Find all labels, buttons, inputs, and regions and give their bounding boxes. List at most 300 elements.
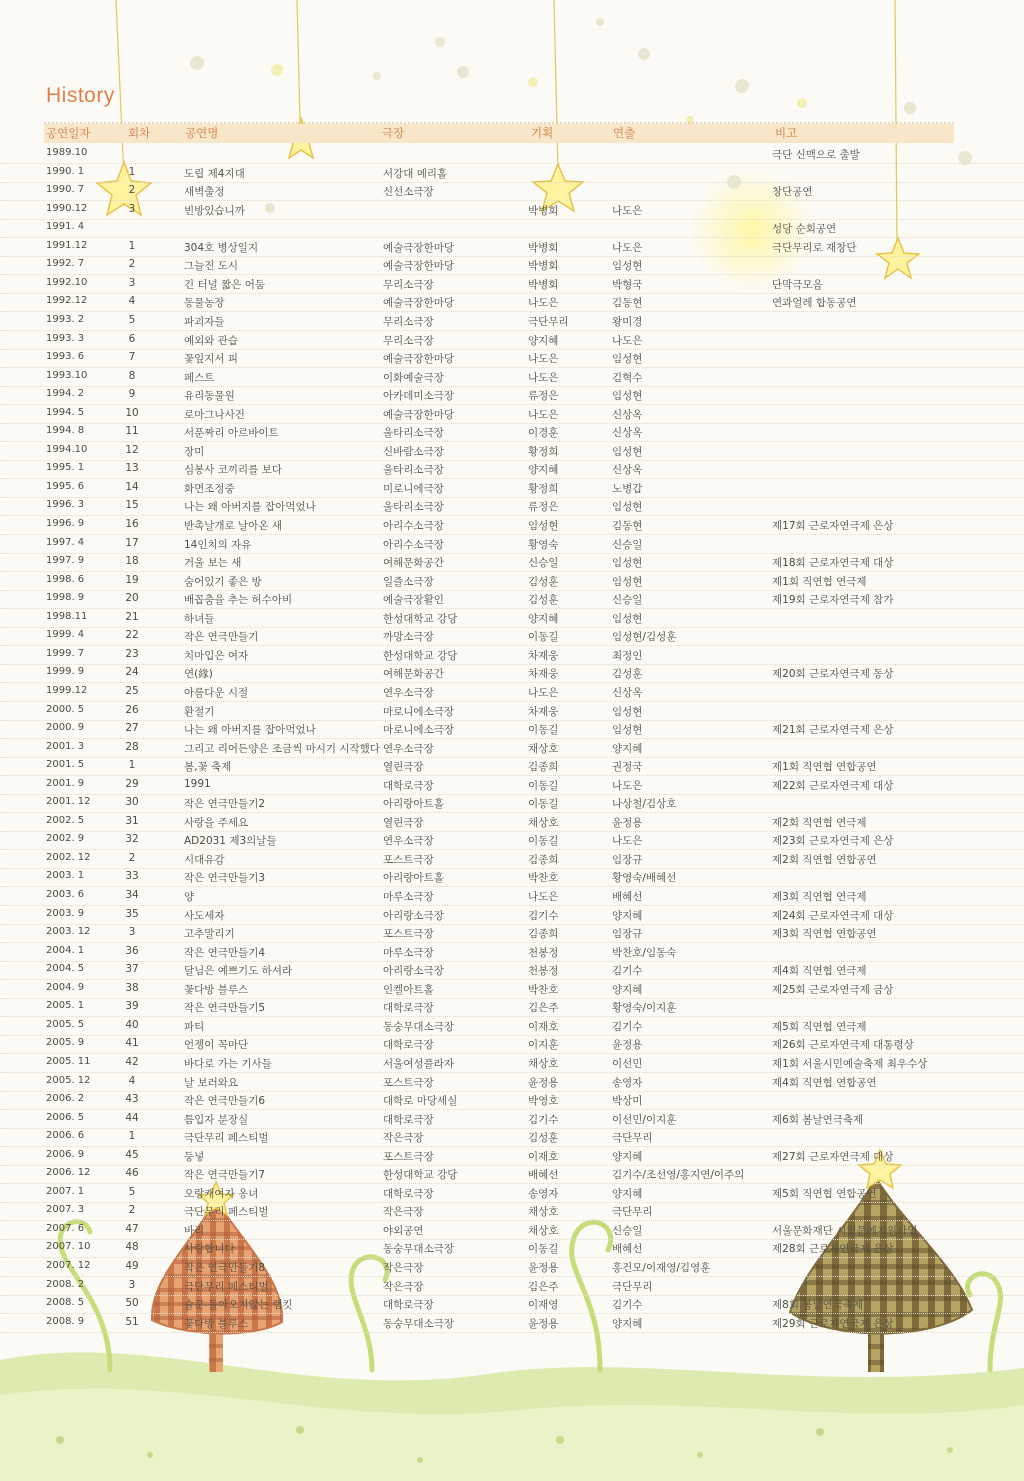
cell-no: 18	[125, 555, 139, 568]
cell-dir: 신상옥	[612, 408, 643, 421]
cell-dir: 임성현	[612, 445, 643, 458]
cell-play: 고추말리기	[184, 928, 235, 941]
cell-play: 서푼짜리 아르바이트	[184, 427, 279, 440]
cell-plan: 김은주	[528, 1002, 559, 1015]
cell-play: AD2031 제3의날들	[184, 835, 277, 848]
table-row	[0, 1277, 1024, 1296]
table-row	[0, 1221, 1024, 1240]
cell-venue: 연우소극장	[383, 686, 434, 699]
header-dir: 연출	[613, 126, 636, 140]
cell-date: 1994.10	[46, 443, 88, 455]
cell-venue: 포스트극장	[383, 928, 434, 941]
cell-play: 장미	[184, 445, 205, 458]
cell-plan: 류정은	[528, 390, 559, 403]
cell-dir: 신상옥	[612, 427, 643, 440]
cell-plan: 배혜선	[528, 1169, 559, 1182]
cell-plan: 김종희	[528, 853, 559, 866]
cell-venue: 포스트극장	[383, 1076, 434, 1089]
table-row	[0, 1239, 1024, 1258]
cell-note: 제6회 봄날연극축제	[772, 1113, 864, 1126]
cell-date: 1990.12	[46, 202, 88, 214]
table-row	[0, 1165, 1024, 1184]
cell-note: 제2회 직연협 연극제	[772, 816, 867, 829]
cell-no: 5	[128, 313, 136, 326]
table-row	[0, 813, 1024, 832]
cell-no: 30	[125, 796, 139, 809]
cell-date: 2008. 9	[46, 1315, 85, 1327]
cell-dir: 송영자	[612, 1076, 643, 1089]
cell-dir: 신상옥	[612, 464, 643, 477]
cell-play: 예외와 관습	[184, 334, 239, 347]
table-row	[0, 1147, 1024, 1166]
cell-dir: 박찬호/임동숙	[612, 946, 677, 959]
cell-plan: 이동길	[528, 724, 559, 737]
cell-venue: 포스트극장	[383, 853, 434, 866]
cell-date: 2003. 12	[46, 926, 91, 938]
cell-dir: 김동현	[612, 297, 643, 310]
table-row	[0, 1035, 1024, 1054]
cell-date: 1999. 4	[46, 629, 85, 641]
cell-plan: 이재영	[528, 1299, 559, 1312]
cell-no: 38	[125, 981, 139, 994]
cell-plan: 채상호	[528, 742, 559, 755]
table-row	[0, 423, 1024, 442]
page-title: History	[46, 84, 115, 107]
cell-dir: 윤정용	[612, 1039, 643, 1052]
cell-venue: 열린극장	[383, 761, 424, 774]
cell-note: 제3회 직연협 연합공연	[772, 928, 877, 941]
cell-date: 1993.10	[46, 369, 88, 381]
cell-no: 33	[125, 870, 139, 883]
cell-date: 2007. 6	[46, 1222, 85, 1234]
cell-no: 40	[125, 1018, 139, 1031]
table-row	[0, 943, 1024, 962]
cell-venue: 서강대 메리홀	[383, 167, 448, 180]
cell-plan: 박병회	[528, 241, 559, 254]
cell-plan: 송영자	[528, 1187, 559, 1200]
table-row	[0, 794, 1024, 813]
cell-play: 사도세자	[184, 909, 225, 922]
cell-dir: 극단무리	[612, 1280, 653, 1293]
cell-play: 나는 왜 아버지를 잡아먹었나	[184, 724, 316, 737]
table-row	[0, 1295, 1024, 1314]
cell-venue: 한성대학교 강당	[383, 649, 458, 662]
table-row	[0, 275, 1024, 294]
cell-play: 시대유감	[184, 853, 225, 866]
cell-no: 39	[125, 1000, 139, 1013]
cell-note: 제3회 직연협 연극제	[772, 891, 867, 903]
table-row	[0, 664, 1024, 683]
cell-date: 2005. 12	[46, 1074, 91, 1086]
cell-no: 32	[125, 833, 139, 846]
cell-date: 2001. 3	[46, 740, 85, 752]
cell-plan: 김종희	[528, 761, 559, 774]
cell-no: 8	[128, 369, 136, 382]
cell-venue: 아리랑소극장	[383, 909, 444, 922]
cell-no: 1	[128, 165, 136, 178]
table-row	[0, 998, 1024, 1017]
cell-date: 1992.12	[46, 295, 88, 307]
cell-venue: 무리소극장	[383, 334, 434, 347]
cell-no: 1	[128, 1130, 136, 1143]
cell-play: 심봉사 코끼리를 보다	[184, 464, 282, 477]
cell-date: 2005. 5	[46, 1018, 85, 1030]
cell-play: 작은 연극만들기8	[184, 1262, 266, 1274]
cell-plan: 박병회	[528, 278, 559, 291]
cell-no: 29	[125, 777, 139, 790]
cell-venue: 이화예술극장	[383, 371, 444, 384]
header-note: 비고	[775, 126, 798, 140]
cell-plan: 천봉정	[528, 946, 559, 959]
cell-plan: 김종희	[528, 928, 559, 941]
cell-date: 2006. 12	[46, 1167, 91, 1179]
cell-note: 제24회 근로자연극제 대상	[772, 909, 894, 922]
cell-play: 화면조정중	[184, 482, 235, 495]
cell-dir: 권정국	[612, 761, 643, 774]
cell-venue: 마로니에소극장	[383, 705, 455, 718]
cell-play: 달님은 예쁘기도 하셔라	[184, 965, 293, 978]
table-row	[0, 1054, 1024, 1073]
table-row	[0, 516, 1024, 535]
cell-play: 유리동물원	[184, 390, 235, 403]
cell-dir: 박상미	[612, 1095, 643, 1108]
cell-dir: 나도은	[612, 241, 643, 254]
cell-date: 1989.10	[46, 147, 88, 158]
cell-date: 1992. 7	[46, 258, 85, 270]
cell-plan: 윤정용	[528, 1076, 559, 1089]
cell-play: 작은 연극만들기4	[184, 946, 266, 959]
cell-dir: 양지혜	[612, 1150, 643, 1163]
table-row	[0, 238, 1024, 257]
cell-play: 배꼽춤을 추는 허수아비	[184, 594, 293, 607]
cell-note: 제1회 서울시민예술축제 최우수상	[772, 1057, 928, 1070]
cell-venue: 신바람소극장	[383, 445, 444, 458]
table-row	[0, 720, 1024, 739]
table-row	[0, 887, 1024, 906]
cell-plan: 양지혜	[528, 612, 559, 625]
cell-dir: 임장규	[612, 928, 643, 941]
cell-venue: 신선소극장	[383, 186, 434, 199]
cell-no: 2	[128, 258, 136, 271]
header-date: 공연일자	[46, 126, 91, 140]
table-row	[0, 1128, 1024, 1147]
cell-note: 제19회 근로자연극제 참가	[772, 594, 894, 607]
cell-venue: 한성대학교 강당	[383, 612, 458, 625]
cell-venue: 포스트극장	[383, 1150, 434, 1163]
table-row	[0, 906, 1024, 925]
cell-play: 둥넣	[184, 1150, 205, 1163]
cell-venue: 대학로 마당세실	[383, 1095, 458, 1108]
table-row	[0, 331, 1024, 350]
cell-note: 제2회 직연협 연합공연	[772, 853, 877, 866]
cell-play: 14인치의 자유	[184, 538, 252, 551]
cell-no: 51	[125, 1315, 139, 1328]
cell-date: 1993. 6	[46, 351, 85, 363]
cell-plan: 양지혜	[528, 464, 559, 477]
cell-date: 2007. 1	[46, 1185, 85, 1197]
cell-play: 파티	[184, 1020, 205, 1033]
cell-play: 작은 연극만들기2	[184, 798, 266, 811]
cell-date: 2005. 9	[46, 1037, 85, 1049]
cell-no: 47	[125, 1222, 139, 1235]
cell-play: 언젱이 꼭마단	[184, 1039, 249, 1052]
cell-plan: 김기수	[528, 1113, 559, 1126]
cell-date: 2002. 9	[46, 833, 85, 845]
cell-venue: 울타리소극장	[383, 427, 444, 440]
cell-venue: 작은극장	[383, 1206, 424, 1219]
cell-no: 16	[125, 518, 139, 530]
cell-plan: 극단무리	[528, 315, 569, 328]
table-row	[0, 776, 1024, 795]
table-row	[0, 702, 1024, 721]
cell-date: 1995. 1	[46, 462, 85, 474]
cell-plan: 박찬호	[528, 872, 559, 885]
cell-plan: 나도은	[528, 686, 559, 699]
cell-venue: 아리랑소극장	[383, 965, 444, 978]
cell-note: 제29회 근로자연극제 은상	[772, 1317, 894, 1330]
table-row	[0, 405, 1024, 424]
cell-no: 48	[125, 1241, 139, 1254]
cell-date: 1992.10	[46, 276, 88, 288]
cell-dir: 임성현	[612, 557, 643, 570]
cell-dir: 임성현	[612, 612, 643, 625]
table-row	[0, 535, 1024, 554]
cell-venue: 울타리소극장	[383, 501, 444, 514]
cell-plan: 윤정용	[528, 1317, 559, 1330]
hanging-string	[297, 0, 300, 120]
cell-no: 4	[128, 295, 136, 308]
cell-venue: 울타리소극장	[383, 464, 444, 477]
cell-no: 43	[125, 1093, 139, 1106]
cell-dir: 김기수	[612, 965, 643, 978]
cell-date: 2004. 1	[46, 944, 85, 956]
table-row	[0, 683, 1024, 702]
cell-plan: 이동길	[528, 1243, 559, 1256]
cell-venue: 서울여성플라자	[383, 1057, 455, 1070]
cell-note: 서울문화재단 시민문예지원사업	[772, 1224, 918, 1237]
cell-dir: 황영숙/이지훈	[612, 1002, 677, 1015]
cell-date: 2004. 5	[46, 963, 85, 975]
cell-play: 반촉날개로 날아온 새	[184, 520, 282, 532]
cell-dir: 임성현	[612, 260, 643, 273]
cell-date: 1991.12	[46, 239, 88, 251]
table-row	[0, 609, 1024, 628]
cell-venue: 마로니에소극장	[383, 724, 455, 737]
cell-venue: 한성대학교 강당	[383, 1169, 458, 1182]
cell-venue: 대학로극장	[383, 1039, 434, 1052]
cell-venue: 동숭무대소극장	[383, 1317, 455, 1330]
cell-date: 2000. 9	[46, 722, 85, 734]
cell-no: 34	[125, 889, 139, 901]
cell-dir: 임성현	[612, 390, 643, 403]
cell-no: 23	[125, 647, 139, 660]
cell-no: 24	[125, 666, 139, 679]
cell-no: 1	[128, 759, 136, 772]
cell-no: 7	[128, 351, 136, 364]
cell-no: 3	[128, 1278, 136, 1291]
cell-plan: 나도은	[528, 297, 559, 310]
cell-play: 바리	[184, 1224, 205, 1237]
cell-dir: 극단무리	[612, 1206, 653, 1219]
cell-no: 50	[125, 1297, 139, 1310]
cell-note: 성당 순회공연	[772, 223, 837, 236]
cell-dir: 김기수	[612, 1020, 643, 1033]
cell-play: 빈방있습니까	[184, 204, 245, 217]
cell-play: 꽃다방 블루스	[184, 1317, 249, 1330]
cell-note: 제17회 근로자연극제 은상	[772, 520, 894, 532]
table-row	[0, 349, 1024, 368]
cell-plan: 박병회	[528, 204, 559, 217]
cell-play: 치마입은 여자	[184, 649, 249, 662]
cell-venue: 무리소극장	[383, 315, 434, 328]
cell-date: 1994. 8	[46, 425, 85, 437]
cell-dir: 나상철/김상호	[612, 798, 677, 811]
cell-venue: 연우소극장	[383, 835, 434, 848]
cell-note: 제22회 근로자연극제 대상	[772, 779, 894, 792]
cell-plan: 이동길	[528, 631, 559, 644]
table-row	[0, 961, 1024, 980]
cell-venue: 연우소극장	[383, 742, 434, 755]
cell-date: 2006. 6	[46, 1130, 85, 1142]
cell-no: 1	[128, 239, 136, 252]
table-row	[0, 1314, 1024, 1333]
cell-play: 작은 연극만들기3	[184, 872, 266, 885]
cell-dir: 김동현	[612, 520, 643, 532]
cell-dir: 나도은	[612, 334, 643, 347]
cell-play: 숨어있기 좋은 방	[184, 575, 262, 588]
cell-venue: 아카데미소극장	[383, 390, 455, 403]
cell-play: 틈입자 분장실	[184, 1113, 249, 1126]
cell-plan: 나도은	[528, 408, 559, 421]
cell-venue: 대학로극장	[383, 1187, 434, 1200]
table-row	[0, 627, 1024, 646]
cell-dir: 양지혜	[612, 983, 643, 996]
cell-venue: 아리랑아트홀	[383, 872, 444, 885]
cell-venue: 열린극장	[383, 816, 424, 829]
table-row	[0, 1110, 1024, 1129]
table-row	[0, 201, 1024, 220]
cell-no: 31	[125, 814, 139, 827]
cell-venue: 인켈아트홀	[383, 983, 434, 996]
header-no: 회차	[128, 126, 151, 140]
table-row	[0, 850, 1024, 869]
cell-play: 작은 연극만들기5	[184, 1002, 266, 1015]
cell-dir: 임성현	[612, 353, 643, 366]
cell-play: 꽃다방 블루스	[184, 983, 249, 996]
cell-venue: 대학로극장	[383, 1299, 434, 1312]
cell-play: 하녀들	[184, 612, 215, 625]
cell-plan: 이재호	[528, 1150, 559, 1163]
table-row	[0, 256, 1024, 275]
table-row	[0, 460, 1024, 479]
cell-date: 2007. 12	[46, 1260, 91, 1271]
cell-dir: 신승일	[612, 594, 643, 607]
cell-dir: 홍건모/이재영/김영훈	[612, 1262, 711, 1274]
cell-date: 2001. 5	[46, 759, 85, 771]
table-header	[44, 124, 954, 143]
cell-play: 술꾼-돌아오지않는 램킷	[184, 1299, 293, 1312]
cell-venue: 까망소극장	[383, 631, 434, 644]
cell-note: 제27회 근로자연극제 대상	[772, 1150, 894, 1163]
cell-no: 21	[125, 610, 139, 623]
cell-plan: 박영호	[528, 1095, 559, 1108]
table-row	[0, 312, 1024, 331]
cell-venue: 동숭무대소극장	[383, 1020, 455, 1033]
cell-note: 제4회 직연협 연극제	[772, 965, 867, 978]
cell-venue: 대학로극장	[383, 1002, 434, 1015]
cell-no: 26	[125, 703, 139, 716]
cell-note: 제21회 근로자연극제 은상	[772, 724, 894, 737]
cell-plan: 류정은	[528, 501, 559, 514]
cell-plan: 박찬호	[528, 983, 559, 996]
cell-dir: 신상옥	[612, 686, 643, 699]
cell-dir: 양지혜	[612, 1317, 643, 1330]
cell-date: 1996. 3	[46, 499, 85, 511]
cell-venue: 마루소극장	[383, 946, 434, 959]
cell-venue: 작은극장	[383, 1280, 424, 1293]
cell-note: 제26회 근로자연극제 대통령상	[772, 1039, 914, 1052]
cell-no: 4	[128, 1074, 136, 1087]
cell-no: 42	[125, 1055, 139, 1068]
cell-play: 작은 연극만들기	[184, 631, 259, 644]
cell-no: 17	[125, 536, 139, 549]
cell-note: 제8회 봄날연극축제	[772, 1299, 864, 1312]
table-row	[0, 757, 1024, 776]
cell-play: 도립 제4지대	[184, 167, 245, 180]
table-row	[0, 868, 1024, 887]
cell-date: 1994. 5	[46, 406, 85, 418]
table-row	[0, 219, 1024, 238]
cell-play: 1991	[184, 777, 211, 790]
cell-no: 3	[128, 276, 136, 289]
cell-plan: 박병회	[528, 260, 559, 273]
cell-no: 20	[125, 592, 139, 605]
cell-venue: 마루소극장	[383, 891, 434, 903]
cell-dir: 나도은	[612, 835, 643, 848]
cell-no: 2	[128, 1204, 136, 1217]
cell-dir: 임성현	[612, 501, 643, 514]
table-row	[0, 1258, 1024, 1277]
cell-plan: 이동길	[528, 779, 559, 792]
cell-date: 2006. 5	[46, 1111, 85, 1123]
cell-date: 1997. 9	[46, 555, 85, 567]
cell-dir: 박형국	[612, 278, 643, 291]
cell-play: 사랑을 주세요	[184, 816, 249, 829]
cell-no: 5	[128, 1185, 136, 1198]
cell-no: 13	[125, 462, 139, 475]
cell-plan: 황정희	[528, 482, 559, 495]
cell-date: 2002. 5	[46, 814, 85, 826]
table-row	[0, 924, 1024, 943]
table-row	[0, 739, 1024, 758]
cell-dir: 양지혜	[612, 742, 643, 755]
cell-dir: 김기수/조선영/홍지연/이주의	[612, 1169, 745, 1182]
cell-no: 41	[125, 1037, 139, 1050]
header-play: 공연명	[185, 126, 219, 140]
cell-venue: 아리수소극장	[383, 538, 444, 551]
cell-dir: 극단무리	[612, 1132, 653, 1145]
cell-play: 긴 터널 짧은 어둠	[184, 278, 266, 291]
cell-dir: 김성훈	[612, 668, 643, 681]
cell-note: 제4회 직연협 연합공연	[772, 1076, 877, 1089]
cell-note: 극단 신맥으로 출발	[772, 149, 860, 161]
cell-plan: 이동길	[528, 798, 559, 811]
cell-dir: 윤정용	[612, 816, 643, 829]
cell-dir: 왕미경	[612, 315, 643, 328]
cell-date: 1993. 3	[46, 332, 85, 344]
cell-date: 2003. 6	[46, 889, 85, 900]
cell-no: 2	[128, 851, 136, 864]
